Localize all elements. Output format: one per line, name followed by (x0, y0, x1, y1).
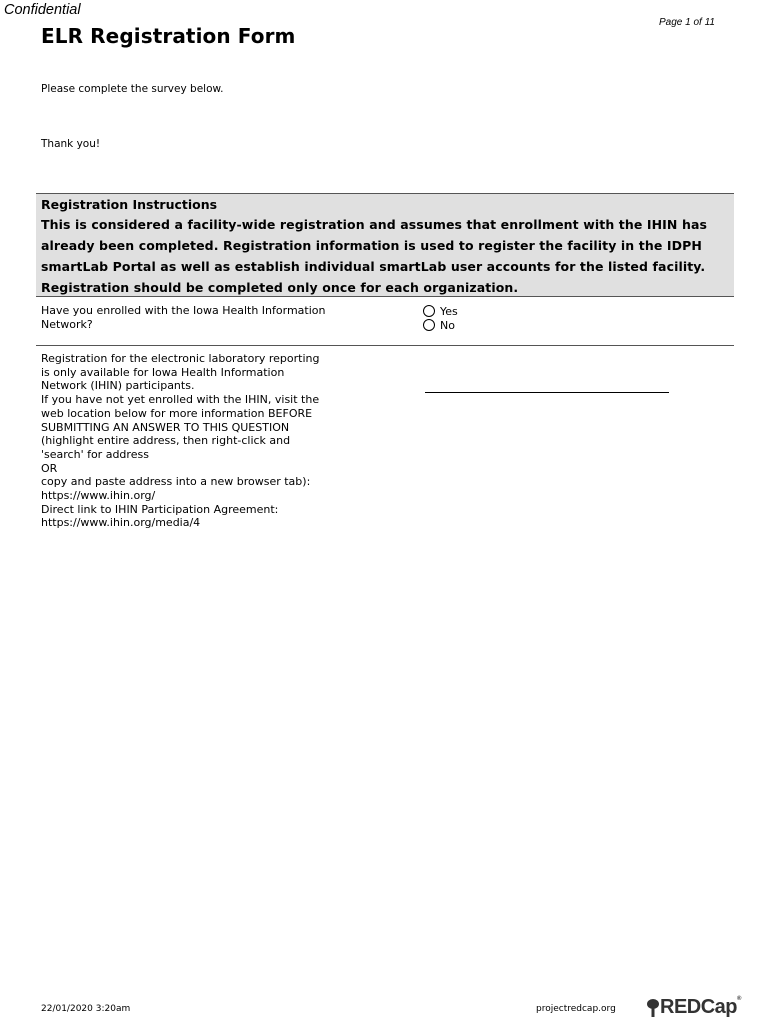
question-label-line: Direct link to IHIN Participation Agreement: (41, 502, 279, 516)
redcap-mark-icon (646, 998, 660, 1018)
question-label-line: Have you enrolled with the Iowa Health Information (41, 304, 326, 317)
question-label-line: Network? (41, 317, 93, 331)
footer-site: projectredcap.org (536, 1004, 616, 1014)
question-label-line: web location below for more information BEFORE (41, 406, 313, 420)
question-label-line: is only available for Iowa Health Information (41, 365, 285, 379)
ihin-enrolled-options (423, 304, 458, 332)
instructions-body: This is considered a facility-wide registration and assumes that enrollment with the IHIN has already been completed. Registration information is used to register the facility in the IDPH smartLab Portal as well as establish individual smartLab user accounts for the listed facility. Registration should be completed only once for each organization. (41, 217, 708, 295)
page-number: Page 1 of 11 (659, 17, 715, 28)
confidential-label: Confidential (4, 2, 81, 18)
question-label-line: Network (IHIN) participants. (41, 379, 195, 393)
question-label-line: https://www.ihin.org/media/4 (41, 516, 201, 530)
question-label-line: copy and paste address into a new browser tab): (41, 475, 311, 489)
question-label-line: If you have not yet enrolled with the IHIN, visit the (41, 393, 320, 407)
radio-button[interactable] (423, 305, 435, 317)
instructions-box (36, 193, 734, 297)
option-label: Yes (440, 304, 458, 318)
redcap-logo-text (660, 996, 741, 1019)
radio-button[interactable] (423, 319, 435, 331)
instructions-heading: Registration Instructions (41, 197, 218, 212)
question-label-line: OR (41, 461, 58, 475)
question-label-line: Registration for the electronic laboratory reporting (41, 352, 320, 365)
redcap-logo-word: REDCap (660, 996, 738, 1018)
footer-date: 22/01/2020 3:20am (41, 1004, 131, 1014)
question-ihin-enrolled (41, 304, 326, 331)
form-title: ELR Registration Form (41, 24, 296, 48)
question-ihin-info (41, 352, 320, 530)
thank-you-text: Thank you! (41, 138, 101, 150)
question-label-line: (highlight entire address, then right-click and (41, 434, 291, 448)
text-answer-field[interactable] (425, 392, 669, 393)
question-label-line: https://www.ihin.org/ (41, 489, 156, 503)
intro-text: Please complete the survey below. (41, 83, 224, 95)
option-label: No (440, 318, 455, 332)
question-label-line: SUBMITTING AN ANSWER TO THIS QUESTION (41, 420, 290, 434)
divider (36, 345, 734, 346)
question-label-line: 'search' for address (41, 447, 149, 461)
option-yes[interactable] (423, 304, 458, 318)
option-no[interactable] (423, 318, 458, 332)
redcap-logo (646, 996, 741, 1019)
registered-mark: ® (737, 996, 741, 1002)
